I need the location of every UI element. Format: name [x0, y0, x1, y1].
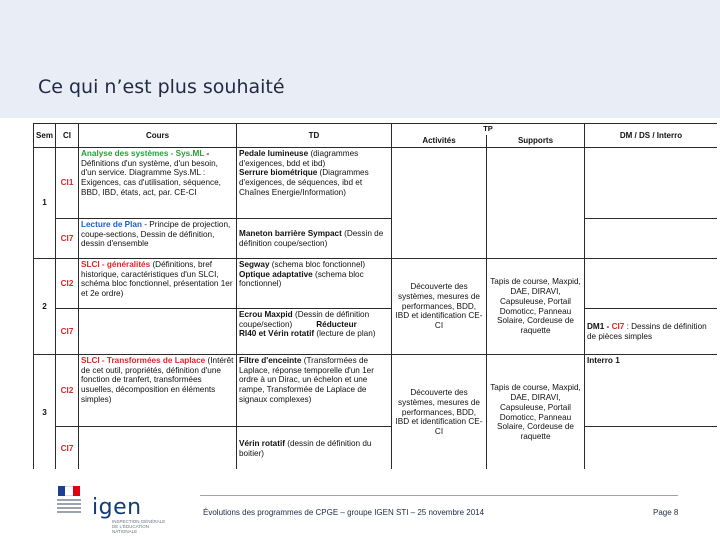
- sem-cell: 1: [34, 148, 56, 259]
- cours-cell: [79, 309, 237, 355]
- dm-cell: [585, 309, 718, 355]
- td-body: (schema bloc fonctionnel): [239, 269, 364, 289]
- td-title: Segway: [239, 260, 270, 269]
- td-title: Serrure biométrique: [239, 168, 318, 178]
- igen-subtitle: INSPECTION GÉNÉRALE DE L'ÉDUCATION NATIONALE: [112, 519, 166, 534]
- td-body: (Dessin de définition coupe/section): [239, 228, 384, 248]
- table-row: [34, 309, 718, 355]
- td-title: Ecrou Maxpid: [239, 310, 293, 319]
- header-activites: Activités: [392, 135, 487, 148]
- cours-title: SLCI - Transformées de Laplace: [81, 356, 206, 365]
- td-title: RI40 et Vérin rotatif: [239, 329, 315, 339]
- td-cell: [237, 427, 392, 470]
- cours-cell: [79, 219, 237, 259]
- supports-cell: [487, 148, 585, 259]
- cours-title: Lecture de Plan: [81, 220, 142, 229]
- supports-cell: Tapis de course, Maxpid, DAE, DIRAVI, Capsuleuse, Portail Domoticc, Panneau Solaire, Cordeuse de raquette: [487, 259, 585, 355]
- header-ci: CI: [56, 124, 79, 148]
- td-body: (diagrammes d'exigences, bdd et ibd): [239, 149, 359, 168]
- table-row: [34, 219, 718, 259]
- ci-cell: CI2: [56, 355, 79, 427]
- slide-title: Ce qui n’est plus souhaité: [38, 76, 285, 98]
- dm-body: : Dessins de définition de pièces simples: [587, 321, 707, 341]
- dm-cell: [585, 427, 718, 470]
- td-cell: [237, 148, 392, 219]
- ministry-logo: [54, 486, 84, 526]
- td-title: Réducteur: [316, 319, 357, 329]
- td-title: Filtre d'enceinte: [239, 356, 302, 365]
- cours-title: Analyse des systèmes - Sys.ML: [81, 149, 205, 158]
- dm-cell: [585, 259, 718, 309]
- igen-wordmark: igen: [92, 495, 142, 520]
- igen-logo: [92, 497, 172, 534]
- cours-cell: [79, 355, 237, 427]
- header-dm: DM / DS / Interro: [585, 124, 718, 148]
- td-cell: [237, 309, 392, 355]
- table-row: [34, 148, 718, 219]
- td-cell: [237, 259, 392, 309]
- cours-cell: [79, 259, 237, 309]
- activites-cell: Découverte des systèmes, mesures de performances, BDD, IBD et identification CE-CI: [392, 259, 487, 355]
- ci-cell: CI2: [56, 259, 79, 309]
- cours-body: (Intérêt de cet outil, propriétés, définition d'une fonction de tranfert, transformées usuelles, décomposition en éléments simples): [81, 356, 234, 404]
- td-body: (Dessin de définition coupe/section): [239, 310, 370, 329]
- cours-cell: [79, 148, 237, 219]
- table-row: [34, 427, 718, 470]
- cours-sep: -: [204, 149, 210, 158]
- td-title: Optique adaptative: [239, 269, 313, 279]
- supports-cell: Tapis de course, Maxpid, DAE, DIRAVI, Capsuleuse, Portail Domoticc, Panneau Solaire, Cordeuse de raquette: [487, 355, 585, 470]
- td-body: (lecture de plan): [314, 329, 376, 339]
- ci-cell: CI1: [56, 148, 79, 219]
- cours-body: - Principe de projection, coupe-sections, Dessin de définition, dessin d'ensemble: [81, 220, 231, 249]
- dm-cell: Interro 1: [585, 355, 718, 427]
- td-body: (Transformées de Laplace, réponse temporelle d'un 1er ordre à un Dirac, un échelon et une rampe, Transformée de Laplace de signaux complexes): [239, 356, 374, 404]
- td-title: Maneton barrière Sympact: [239, 228, 342, 238]
- french-flag-icon: [58, 486, 80, 496]
- dm-cell: [585, 219, 718, 259]
- dm-ci: CI7: [611, 321, 625, 331]
- header-supports: Supports: [487, 135, 585, 148]
- td-title: Vérin rotatif: [239, 438, 285, 448]
- cours-title: SLCI - généralités: [81, 260, 151, 269]
- sem-cell: 3: [34, 355, 56, 470]
- activites-cell: [392, 148, 487, 259]
- table-row: [34, 355, 718, 427]
- header-td: TD: [237, 124, 392, 148]
- td-body: (dessin de définition du boitier): [239, 438, 372, 458]
- ci-cell: CI7: [56, 219, 79, 259]
- dm-prefix: DM1 -: [587, 321, 612, 331]
- footer-caption: Évolutions des programmes de CPGE – groupe IGEN STI – 25 novembre 2014: [203, 508, 485, 517]
- schedule-grid: [33, 123, 717, 469]
- cours-body: (Définitions, bref historique, caractéristiques d'un SLCI, schéma bloc fonctionnel, présentation 1er et 2e ordre): [81, 260, 233, 299]
- td-body: (Diagrammes d'exigences, de séquences, ibd et Chaînes Energie/Information): [239, 168, 369, 197]
- cours-cell: [79, 427, 237, 470]
- activites-cell: Découverte des systèmes, mesures de performances, BDD, IBD et identification CE-CI: [392, 355, 487, 470]
- title-band: [0, 0, 720, 118]
- td-cell: [237, 219, 392, 259]
- td-cell: [237, 355, 392, 427]
- program-table: [33, 123, 717, 469]
- td-title: Pedale lumineuse: [239, 149, 309, 158]
- header-row-1: [34, 124, 718, 135]
- header-cours: Cours: [79, 124, 237, 148]
- header-tp: TP: [392, 124, 585, 135]
- page-number: Page 8: [653, 508, 679, 517]
- ci-cell: CI7: [56, 427, 79, 470]
- ci-cell: CI7: [56, 309, 79, 355]
- cours-body: Définitions d'un système, d'un besoin, d'un service. Diagramme Sys.ML : Exigences, cas d'utilisation, séquence, BBD, IBD, états, act, par. CE-CI: [81, 158, 221, 197]
- header-sem: Sem: [34, 124, 56, 148]
- footer-divider: [200, 495, 678, 496]
- td-body: (schema bloc fonctionnel): [269, 260, 366, 269]
- dm-cell: [585, 148, 718, 219]
- sem-cell: 2: [34, 259, 56, 355]
- table-row: [34, 259, 718, 309]
